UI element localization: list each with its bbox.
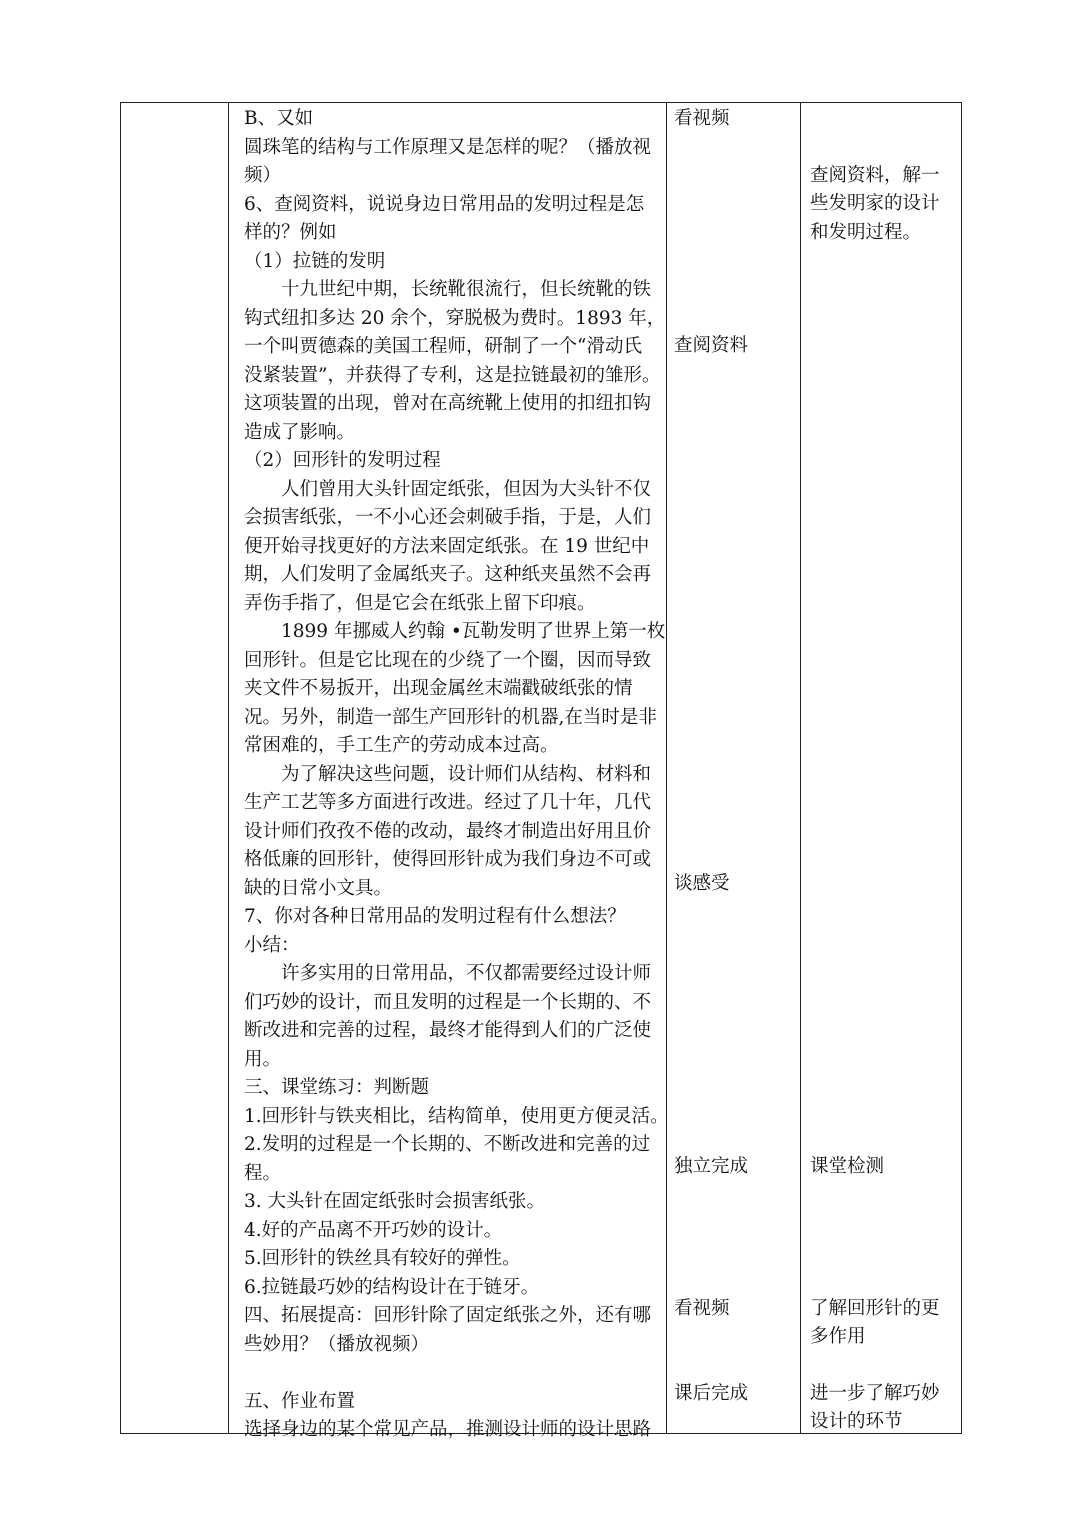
content-line: 常困难的，手工生产的劳动成本过高。 — [244, 735, 559, 756]
content-line: 造成了影响。 — [244, 421, 356, 443]
column-divider — [800, 103, 801, 1433]
content-line: 钩式纽扣多达 20 余个，穿脱极为费时。1893 年， — [244, 307, 666, 329]
intent-cell: 和发明过程。 — [810, 222, 922, 243]
content-line: 没紧装置”，并获得了专利，这是拉链最初的雏形。 — [244, 364, 661, 386]
activity-cell: 独立完成 — [674, 1156, 749, 1177]
content-line: 圆珠笔的结构与工作原理又是怎样的呢？（播放视 — [244, 136, 652, 158]
intent-cell: 多作用 — [810, 1326, 866, 1347]
content-line: 7、你对各种日常用品的发明过程有什么想法？ — [244, 906, 626, 927]
content-line: 一个叫贾德森的美国工程师，研制了一个“滑动氏 — [244, 336, 642, 357]
content-line: 期，人们发明了金属纸夹子。这种纸夹虽然不会再 — [244, 564, 652, 585]
activity-cell: 课后完成 — [674, 1383, 749, 1404]
content-line: 格低廉的回形针，使得回形针成为我们身边不可或 — [244, 849, 652, 870]
content-heading: （1）拉链的发明 — [244, 250, 386, 272]
content-line: 缺的日常小文具。 — [244, 877, 393, 899]
intent-cell: 些发明家的设计 — [810, 193, 940, 214]
section-heading: 四、拓展提高：回形针除了固定纸张之外，还有哪 — [244, 1305, 652, 1326]
content-line: B、又如 — [244, 108, 314, 129]
content-line: 样的？例如 — [244, 222, 337, 243]
lesson-table — [120, 102, 962, 1440]
content-line: 设计师们孜孜不倦的改动，最终才制造出好用且价 — [244, 820, 652, 842]
content-line: 回形针。但是它比现在的少绕了一个圈，因而导致 — [244, 649, 652, 671]
content-line: 生产工艺等多方面进行改进。经过了几十年，几代 — [244, 792, 652, 813]
content-line: 用。 — [244, 1048, 282, 1070]
content-line: 夹文件不易扳开，出现金属丝末端戳破纸张的情 — [244, 678, 633, 699]
column-divider — [666, 103, 667, 1433]
content-line: 人们曾用大头针固定纸张，但因为大头针不仅 — [281, 478, 652, 500]
activity-cell: 看视频 — [674, 108, 730, 129]
activity-cell: 查阅资料 — [674, 335, 749, 356]
content-line: 选择身边的某个常见产品，推测设计师的设计思路 — [244, 1419, 652, 1440]
content-line: 些妙用？（播放视频） — [244, 1333, 430, 1355]
content-line: 小结： — [244, 934, 300, 956]
content-line: 这项装置的出现，曾对在高统靴上使用的扣纽扣钩 — [244, 393, 652, 414]
intent-cell: 进一步了解巧妙 — [810, 1383, 940, 1404]
content-line: 便开始寻找更好的方法来固定纸张。在 19 世纪中 — [244, 535, 650, 557]
content-line: 况。另外，制造一部生产回形针的机器,在当时是非 — [244, 706, 657, 728]
content-line: 为了解决这些问题，设计师们从结构、材料和 — [281, 763, 652, 785]
content-heading: （2）回形针的发明过程 — [244, 450, 441, 471]
content-line: 许多实用的日常用品，不仅都需要经过设计师 — [281, 963, 652, 984]
content-line: 断改进和完善的过程，最终才能得到人们的广泛使 — [244, 1020, 652, 1041]
content-line: 1899 年挪威人约翰 •瓦勒发明了世界上第一枚 — [281, 621, 666, 642]
content-line: 频） — [244, 165, 282, 186]
quiz-item: 6.拉链最巧妙的结构设计在于链牙。 — [244, 1276, 540, 1298]
quiz-item: 1.回形针与铁夹相比，结构简单，使用更方便灵活。 — [244, 1105, 669, 1127]
student-activity-column — [674, 103, 794, 1433]
teaching-content-column — [238, 103, 669, 1440]
quiz-item: 5.回形针的铁丝具有较好的弹性。 — [244, 1248, 521, 1269]
content-line: 十九世纪中期，长统靴很流行，但长统靴的铁 — [281, 279, 652, 300]
content-line: 们巧妙的设计，而且发明的过程是一个长期的、不 — [244, 991, 652, 1013]
intent-cell: 查阅资料，解一 — [810, 165, 940, 186]
content-line: 弄伤手指了，但是它会在纸张上留下印痕。 — [244, 592, 596, 614]
quiz-item: 3. 大头针在固定纸张时会损害纸张。 — [244, 1191, 546, 1212]
quiz-item: 4.好的产品离不开巧妙的设计。 — [244, 1219, 503, 1241]
column-divider — [228, 103, 229, 1433]
intent-cell: 了解回形针的更 — [810, 1298, 940, 1319]
activity-cell: 谈感受 — [674, 873, 730, 894]
section-heading: 五、作业布置 — [244, 1390, 356, 1412]
design-intent-column — [810, 103, 950, 1433]
content-line: 会损害纸张，一不小心还会刺破手指，于是，人们 — [244, 507, 652, 528]
content-line: 6、查阅资料，说说身边日常用品的发明过程是怎 — [244, 193, 645, 215]
intent-cell: 设计的环节 — [810, 1411, 903, 1432]
quiz-item: 程。 — [244, 1162, 282, 1184]
quiz-item: 2.发明的过程是一个长期的、不断改进和完善的过 — [244, 1134, 651, 1155]
section-heading: 三、课堂练习：判断题 — [244, 1077, 430, 1098]
activity-cell: 看视频 — [674, 1298, 730, 1319]
intent-cell: 课堂检测 — [810, 1156, 885, 1177]
